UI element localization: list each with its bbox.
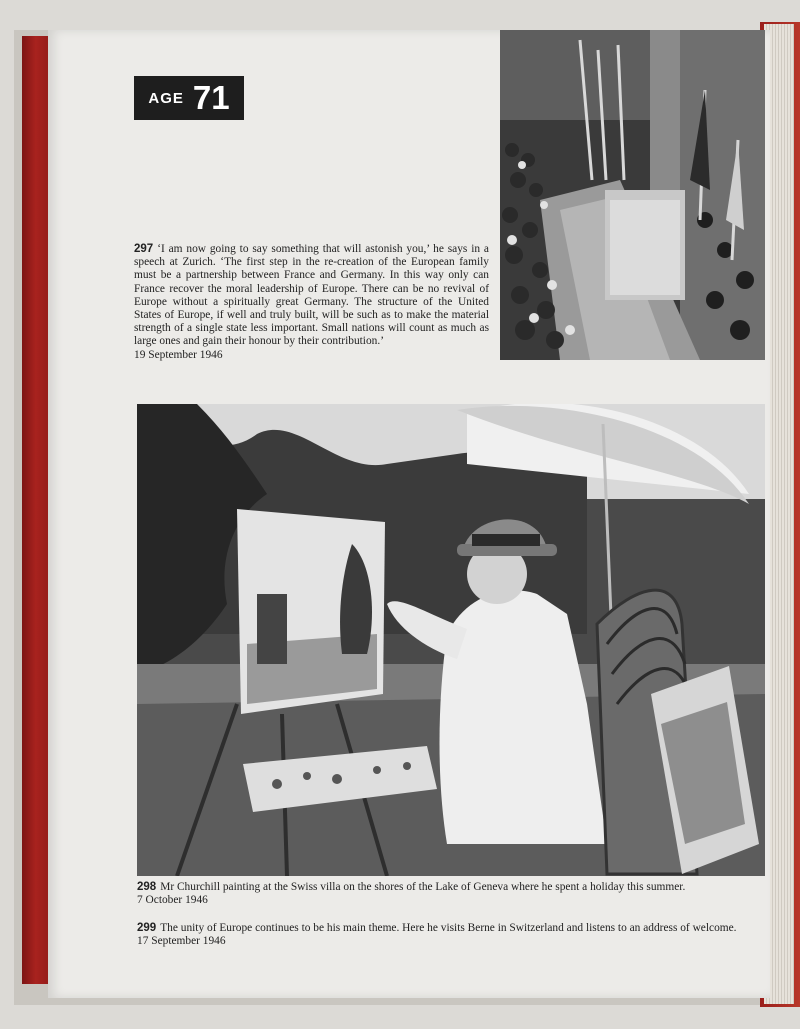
caption-297 [134,243,489,362]
caption-date: 17 September 1946 [137,935,226,948]
photo-painting [137,404,765,876]
churchill-painting-photo-icon [137,404,765,876]
caption-text: The unity of Europe continues to be his main theme. Here he visits Berne in Switzerland and listens to an address of welcome. [160,922,737,934]
caption-text: Mr Churchill painting at the Swiss villa on the shores of the Lake of Geneva where he spent a holiday this summer. [160,881,686,893]
caption-number: 297 [134,243,154,255]
caption-date: 7 October 1946 [137,894,208,907]
caption-number: 299 [137,922,157,934]
book-page [48,30,770,998]
caption-text: ‘I am now going to say something that will astonish you,’ he says in a speech at Zurich. ‘The first step in the re-creation of the European family must be a partnership between France and Germany. In this way only can France recover the moral leadership of Europe. There can be no revival of Europe without a spiritually great Germany. The structure of the United States of Europe, if well and truly built, will be such as to make the material strength of a single state less important. Small nations will count as much as large ones and gain their honour by their contribution.’ [134,243,489,348]
photo-berne [500,30,765,360]
caption-299 [137,922,770,948]
age-number: 71 [192,79,230,116]
age-badge [134,76,244,120]
berne-ceremony-photo-icon [500,30,765,360]
age-label: AGE [148,89,184,107]
caption-number: 298 [137,881,157,893]
caption-298 [137,881,770,907]
caption-date: 19 September 1946 [134,348,223,361]
